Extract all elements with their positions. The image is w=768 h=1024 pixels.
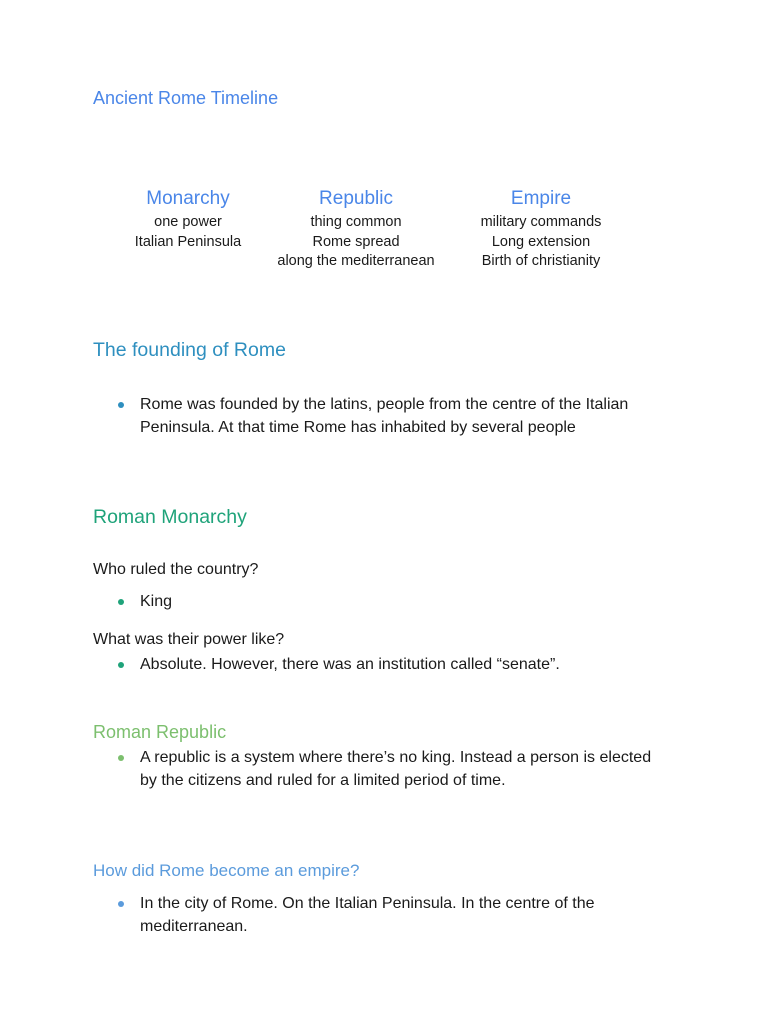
bullet-icon <box>118 662 124 668</box>
list-item-text: In the city of Rome. On the Italian Peninsula. In the centre of the mediterranean. <box>140 895 595 935</box>
list-item-text: King <box>140 593 173 610</box>
column-line: Long extension <box>491 233 591 250</box>
timeline-title: Ancient Rome Timeline <box>93 88 279 108</box>
column-line: one power <box>154 214 222 230</box>
list-item-text: A republic is a system where there’s no king. Instead a person is elected by the citizens and ruled for a limited period of time. <box>140 749 652 789</box>
list-item-text: Absolute. However, there was an institution called “senate”. <box>140 656 560 673</box>
column-line: military commands <box>480 214 602 230</box>
question-text: Who ruled the country? <box>93 561 259 578</box>
section-heading-founding: The founding of Rome <box>93 339 286 361</box>
column-heading: Monarchy <box>146 188 230 209</box>
column-line: along the mediterranean <box>277 253 435 269</box>
column-heading: Republic <box>319 188 393 209</box>
timeline-column-monarchy <box>118 187 258 252</box>
section-heading-empire: How did Rome become an empire? <box>93 861 360 880</box>
column-line: Birth of christianity <box>481 253 601 269</box>
bullet-icon <box>118 402 124 408</box>
timeline-column-empire <box>473 187 609 272</box>
bullet-icon <box>118 901 124 907</box>
bullet-icon <box>118 599 124 605</box>
list-item-text: Rome was founded by the latins, people from the centre of the Italian Peninsula. At that time Rome has inhabited by several people <box>140 396 629 436</box>
question-text: What was their power like? <box>93 631 285 648</box>
timeline-column-republic <box>276 187 436 272</box>
column-line: Rome spread <box>312 233 400 250</box>
section-heading-monarchy: Roman Monarchy <box>93 506 247 528</box>
column-heading: Empire <box>510 188 572 209</box>
bullet-icon <box>118 755 124 761</box>
column-line: thing common <box>310 214 402 230</box>
column-line: Italian Peninsula <box>134 233 242 250</box>
section-heading-republic: Roman Republic <box>93 722 227 742</box>
